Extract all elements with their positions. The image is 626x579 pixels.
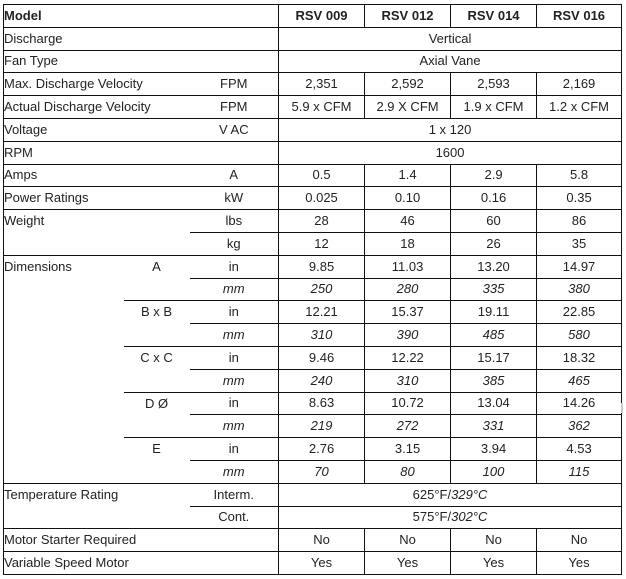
cell: 335 (451, 278, 537, 301)
amps-label: Amps (4, 164, 190, 187)
dim-unit-in: in (190, 255, 279, 278)
temp-interm-value (279, 483, 622, 506)
voltage-unit: V AC (190, 118, 279, 141)
temp-cont-value (279, 506, 622, 529)
cell: 2,169 (537, 73, 622, 96)
cell: 14.26 (537, 392, 622, 415)
temp-interm-row (4, 483, 622, 506)
power-label: Power Ratings (4, 187, 190, 210)
cell: No (451, 529, 537, 552)
cell: 1.2 x CFM (537, 96, 622, 119)
cell: 2,351 (279, 73, 365, 96)
cell: Yes (537, 552, 622, 575)
cell: 70 (279, 460, 365, 483)
actual-velocity-label: Actual Discharge Velocity (4, 96, 190, 119)
header-row (4, 5, 622, 28)
rpm-value: 1600 (279, 141, 622, 164)
cell: Yes (365, 552, 451, 575)
cell: 380 (537, 278, 622, 301)
weight-label: Weight (4, 210, 190, 256)
motor-starter-label: Motor Starter Required (4, 529, 279, 552)
cell: 0.16 (451, 187, 537, 210)
variable-speed-label: Variable Speed Motor (4, 552, 279, 575)
dim-d-label: D Ø (124, 392, 190, 438)
voltage-row (4, 118, 622, 141)
cell: 0.5 (279, 164, 365, 187)
cell: No (537, 529, 622, 552)
dim-bxb-label: B x B (124, 301, 190, 347)
max-velocity-unit: FPM (190, 73, 279, 96)
cell: 272 (365, 415, 451, 438)
dim-e-label: E (124, 438, 190, 484)
cell: 13.04 (451, 392, 537, 415)
cell: 250 (279, 278, 365, 301)
dim-unit-in: in (190, 438, 279, 461)
dim-cxc-label: C x C (124, 346, 190, 392)
discharge-value: Vertical (279, 27, 622, 50)
cell: 580 (537, 324, 622, 347)
cell: 15.17 (451, 346, 537, 369)
cell: 390 (365, 324, 451, 347)
max-velocity-label: Max. Discharge Velocity (4, 73, 190, 96)
rpm-label: RPM (4, 141, 279, 164)
edge-artifact (621, 403, 623, 413)
temp-interm-c: 329°C (451, 486, 488, 502)
cell: 310 (279, 324, 365, 347)
cell: 0.35 (537, 187, 622, 210)
cell: 18.32 (537, 346, 622, 369)
cell: 2.76 (279, 438, 365, 461)
model-header: Model (4, 7, 42, 23)
cell: No (279, 529, 365, 552)
spec-table (3, 4, 622, 575)
cell: 2,592 (365, 73, 451, 96)
cell: 5.9 x CFM (279, 96, 365, 119)
dim-unit-mm: mm (190, 415, 279, 438)
dimensions-label: Dimensions (4, 255, 124, 483)
cell: 485 (451, 324, 537, 347)
dim-unit-mm: mm (190, 460, 279, 483)
cell: 0.025 (279, 187, 365, 210)
cell: 80 (365, 460, 451, 483)
cell: 2.9 (451, 164, 537, 187)
dim-unit-in: in (190, 301, 279, 324)
model-rsv009: RSV 009 (279, 5, 365, 28)
cell: 11.03 (365, 255, 451, 278)
voltage-label: Voltage (4, 118, 190, 141)
cell: 362 (537, 415, 622, 438)
dim-unit-mm: mm (190, 369, 279, 392)
amps-row (4, 164, 622, 187)
model-rsv016: RSV 016 (537, 5, 622, 28)
cell: 19.11 (451, 301, 537, 324)
cell: 12 (279, 232, 365, 255)
cell: 1.4 (365, 164, 451, 187)
weight-lbs-unit: lbs (190, 210, 279, 233)
cell: 3.15 (365, 438, 451, 461)
cell: 15.37 (365, 301, 451, 324)
fan-type-value: Axial Vane (279, 50, 622, 73)
cell: 26 (451, 232, 537, 255)
cell: Yes (451, 552, 537, 575)
actual-velocity-unit: FPM (190, 96, 279, 119)
cell: Yes (279, 552, 365, 575)
cell: 5.8 (537, 164, 622, 187)
cell: 240 (279, 369, 365, 392)
cell: 10.72 (365, 392, 451, 415)
cell: 100 (451, 460, 537, 483)
temp-interm-f: 625°F/ (412, 486, 452, 502)
discharge-label: Discharge (4, 27, 279, 50)
motor-starter-row (4, 529, 622, 552)
cell: 115 (537, 460, 622, 483)
temp-interm-unit: Interm. (190, 483, 279, 506)
cell: 8.63 (279, 392, 365, 415)
cell: 60 (451, 210, 537, 233)
cell: 12.21 (279, 301, 365, 324)
cell: 12.22 (365, 346, 451, 369)
cell: 310 (365, 369, 451, 392)
cell: 22.85 (537, 301, 622, 324)
dim-unit-in: in (190, 346, 279, 369)
cell: 385 (451, 369, 537, 392)
discharge-row (4, 27, 622, 50)
dim-unit-mm: mm (190, 278, 279, 301)
cell: 2.9 X CFM (365, 96, 451, 119)
cell: 35 (537, 232, 622, 255)
cell: 3.94 (451, 438, 537, 461)
temp-cont-unit: Cont. (190, 506, 279, 529)
weight-kg-unit: kg (190, 232, 279, 255)
cell: 1.9 x CFM (451, 96, 537, 119)
power-unit: kW (190, 187, 279, 210)
dim-unit-in: in (190, 392, 279, 415)
temp-cont-f: 575°F/ (412, 509, 452, 525)
max-velocity-row (4, 73, 622, 96)
cell: 9.85 (279, 255, 365, 278)
fan-type-label: Fan Type (4, 50, 279, 73)
cell: 13.20 (451, 255, 537, 278)
cell: 0.10 (365, 187, 451, 210)
model-rsv012: RSV 012 (365, 5, 451, 28)
cell: 465 (537, 369, 622, 392)
cell: 219 (279, 415, 365, 438)
actual-velocity-row (4, 96, 622, 119)
weight-lbs-row (4, 210, 622, 233)
cell: 2,593 (451, 73, 537, 96)
temperature-label: Temperature Rating (4, 483, 190, 529)
cell: No (365, 529, 451, 552)
cell: 28 (279, 210, 365, 233)
power-row (4, 187, 622, 210)
cell: 14.97 (537, 255, 622, 278)
amps-unit: A (190, 164, 279, 187)
cell: 9.46 (279, 346, 365, 369)
fan-type-row (4, 50, 622, 73)
cell: 280 (365, 278, 451, 301)
voltage-value: 1 x 120 (279, 118, 622, 141)
dim-a-in-row (4, 255, 622, 278)
rpm-row (4, 141, 622, 164)
cell: 46 (365, 210, 451, 233)
cell: 331 (451, 415, 537, 438)
model-rsv014: RSV 014 (451, 5, 537, 28)
cell: 4.53 (537, 438, 622, 461)
cell: 86 (537, 210, 622, 233)
cell: 18 (365, 232, 451, 255)
dim-a-label: A (124, 255, 190, 301)
temp-cont-c: 302°C (451, 509, 488, 525)
variable-speed-row (4, 552, 622, 575)
dim-unit-mm: mm (190, 324, 279, 347)
